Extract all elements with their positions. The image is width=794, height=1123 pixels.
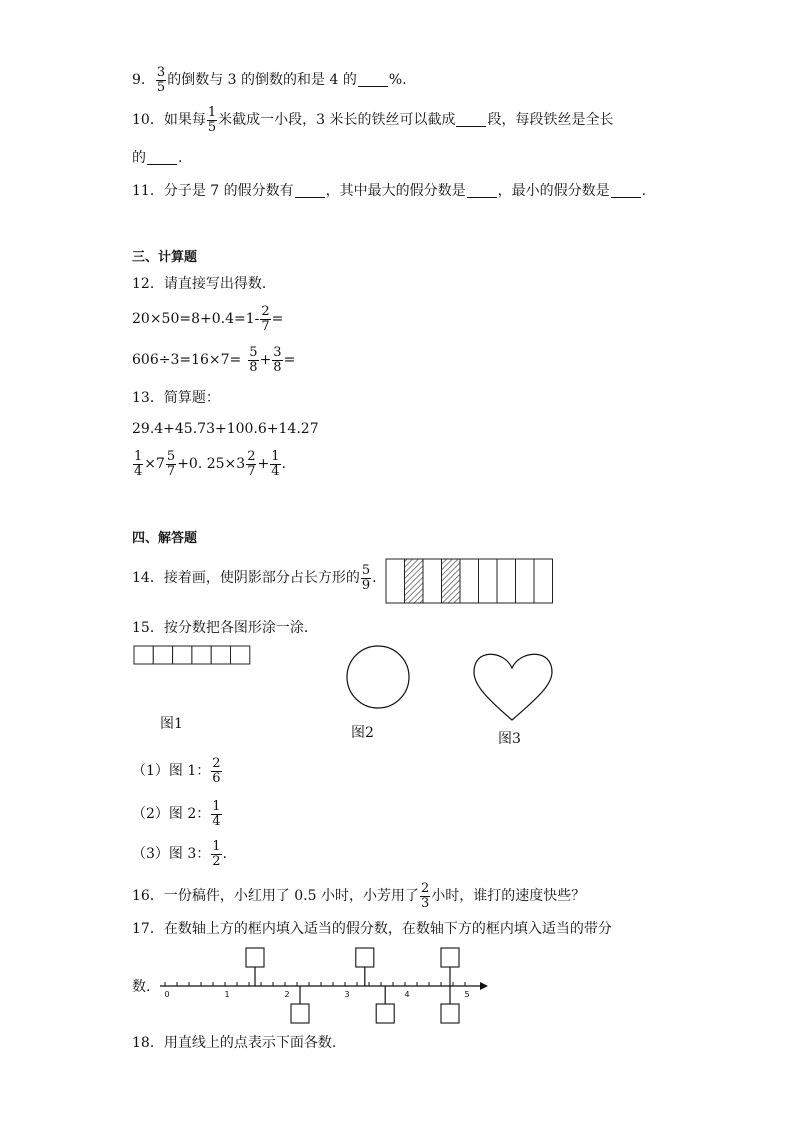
fraction xyxy=(211,800,221,828)
numerator: 2 xyxy=(212,756,221,771)
answer-blank[interactable] xyxy=(467,185,497,198)
q11-text-2: ，其中最大的假分数是 xyxy=(325,183,466,199)
q13-line-1: 29.4+45.73+100.6+14.27 xyxy=(132,421,319,437)
q13-title: 13．简算题： xyxy=(132,390,220,406)
empty-cell[interactable] xyxy=(386,559,405,603)
q10-text-start: 10．如果每 xyxy=(132,112,206,129)
tick-label: 1 xyxy=(224,990,230,999)
q18-text: 18．用直线上的点表示下面各数． xyxy=(132,1035,346,1051)
number-line xyxy=(155,945,495,1027)
denominator: 9 xyxy=(361,577,371,593)
answer-box-above[interactable] xyxy=(246,948,264,967)
fraction xyxy=(211,757,221,785)
figure-3-caption: 图3 xyxy=(498,731,521,747)
q12-title: 12．请直接写出得数． xyxy=(132,276,276,292)
period: . xyxy=(222,846,227,863)
expr-part: . xyxy=(281,456,286,473)
expr-part: ×7 xyxy=(144,456,165,473)
calc-item: 20×50= xyxy=(132,311,192,328)
answer-box-above[interactable] xyxy=(356,948,374,967)
denominator: 7 xyxy=(261,318,270,334)
q16-text-end: 小时，谁打的速度快些？ xyxy=(431,888,586,905)
numerator: 5 xyxy=(361,563,371,578)
figure-1-strip[interactable] xyxy=(133,645,253,667)
fraction xyxy=(272,346,282,374)
question-10 xyxy=(132,106,613,134)
denominator: 6 xyxy=(212,770,221,786)
denominator: 2 xyxy=(212,853,221,869)
fraction xyxy=(211,840,221,868)
shaded-cell[interactable] xyxy=(405,559,424,603)
q11-text-1: 11．分子是 7 的假分数有 xyxy=(132,183,294,199)
empty-cell[interactable] xyxy=(460,559,479,603)
denominator: 5 xyxy=(207,119,217,135)
calc-item: 606÷3= xyxy=(132,352,192,369)
tick-label: 2 xyxy=(284,990,290,999)
denominator: 4 xyxy=(271,463,280,479)
plus-sign: + xyxy=(259,352,272,369)
q17-text: 17．在数轴上方的框内填入适当的假分数，在数轴下方的框内填入适当的带分 xyxy=(132,921,612,937)
axis-arrow-icon xyxy=(480,982,488,990)
expr-part: + xyxy=(257,456,270,473)
strip-cell[interactable] xyxy=(134,646,153,664)
empty-cell[interactable] xyxy=(516,559,535,603)
fraction xyxy=(248,346,258,374)
q10-text-2: 段，每段铁丝是全长 xyxy=(487,112,614,129)
numerator: 3 xyxy=(273,345,282,360)
empty-cell[interactable] xyxy=(423,559,442,603)
figure-3-heart[interactable] xyxy=(470,648,558,724)
calc-item: 1- xyxy=(245,311,260,328)
answer-blank[interactable] xyxy=(358,74,388,87)
question-14 xyxy=(132,564,377,592)
question-16 xyxy=(132,882,585,910)
answer-box-below[interactable] xyxy=(376,1004,394,1023)
denominator: 3 xyxy=(420,895,430,911)
section-4-heading: 四、解答题 xyxy=(132,531,198,546)
fraction xyxy=(420,882,430,910)
q9-number: 9． xyxy=(132,72,155,89)
denominator: 4 xyxy=(212,813,221,829)
answer-blank[interactable] xyxy=(611,185,641,198)
numerator: 1 xyxy=(212,799,221,814)
q13-line-2 xyxy=(132,450,286,478)
q12-row-2 xyxy=(132,346,295,374)
fraction xyxy=(246,450,256,478)
q15-part-3 xyxy=(132,840,227,868)
numerator: 1 xyxy=(271,449,280,464)
strip-cell[interactable] xyxy=(153,646,172,664)
section-3-heading: 三、计算题 xyxy=(132,250,198,265)
numerator: 2 xyxy=(420,881,430,896)
tick-label: 0 xyxy=(164,990,170,999)
q10-text: 米截成一小段，3 米长的铁丝可以截成 xyxy=(218,112,456,129)
q15-title: 15．按分数把各图形涂一涂． xyxy=(132,620,318,636)
denominator: 4 xyxy=(134,463,143,479)
empty-cell[interactable] xyxy=(479,559,498,603)
equals-sign: = xyxy=(283,352,296,369)
empty-cell[interactable] xyxy=(534,559,553,603)
tick-label: 4 xyxy=(404,990,410,999)
fraction xyxy=(270,450,280,478)
q16-text: 16．一份稿件，小红用了 0.5 小时，小芳用了 xyxy=(132,888,419,905)
numerator: 5 xyxy=(166,449,176,464)
question-10-cont xyxy=(132,151,182,165)
empty-cell[interactable] xyxy=(497,559,516,603)
fraction xyxy=(166,450,176,478)
q15-part-1 xyxy=(132,757,223,785)
numerator: 1 xyxy=(207,105,217,120)
answer-blank[interactable] xyxy=(295,185,325,198)
denominator: 8 xyxy=(249,359,258,375)
answer-box-below[interactable] xyxy=(441,1004,459,1023)
fraction xyxy=(361,564,371,592)
question-11 xyxy=(132,184,646,198)
numerator: 3 xyxy=(156,65,166,80)
part-label: （3）图 3： xyxy=(132,846,211,863)
q9-fraction xyxy=(156,66,166,94)
part-label: （1）图 1： xyxy=(132,763,211,780)
q11-text-3: ，最小的假分数是 xyxy=(497,183,610,199)
denominator: 5 xyxy=(156,79,166,95)
q12-row-1 xyxy=(132,305,283,333)
q10-text-3: 的 xyxy=(132,150,146,166)
strip-cell[interactable] xyxy=(231,646,250,664)
q9-text: 的倒数与 3 的倒数的和是 4 的 xyxy=(167,72,357,89)
tick-label: 5 xyxy=(464,990,470,999)
denominator: 7 xyxy=(166,463,176,479)
figure-1-caption: 图1 xyxy=(160,716,183,732)
numerator: 5 xyxy=(249,345,258,360)
calc-item: 16×7= xyxy=(191,352,242,369)
q14-text-end: . xyxy=(372,570,377,587)
question-9 xyxy=(132,66,407,94)
strip-cell[interactable] xyxy=(173,646,192,664)
expr-part: +0. 25×3 xyxy=(177,456,246,473)
equals-sign: = xyxy=(271,311,284,328)
q17-text-cont: 数. xyxy=(132,979,151,995)
q10-text-4: . xyxy=(178,150,183,166)
numerator: 1 xyxy=(212,839,221,854)
figure-2-caption: 图2 xyxy=(351,725,374,741)
q11-text-4: . xyxy=(641,183,647,199)
q14-rectangle[interactable] xyxy=(385,558,555,604)
numerator: 2 xyxy=(261,304,270,319)
answer-blank[interactable] xyxy=(147,152,177,165)
figure-2-circle[interactable] xyxy=(344,645,414,715)
q14-text: 14．接着画，使阴影部分占长方形的 xyxy=(132,570,360,587)
numerator: 1 xyxy=(134,449,143,464)
answer-box-above[interactable] xyxy=(441,948,459,967)
calc-item: 8+0.4= xyxy=(191,311,246,328)
part-label: （2）图 2： xyxy=(132,806,211,823)
strip-cell[interactable] xyxy=(192,646,211,664)
tick-label: 3 xyxy=(344,990,350,999)
q10-fraction xyxy=(207,106,217,134)
strip-cell[interactable] xyxy=(211,646,230,664)
answer-box-below[interactable] xyxy=(291,1004,309,1023)
answer-blank[interactable] xyxy=(456,114,486,127)
numerator: 2 xyxy=(247,449,256,464)
fraction xyxy=(260,305,270,333)
denominator: 7 xyxy=(247,463,256,479)
denominator: 8 xyxy=(273,359,282,375)
fraction xyxy=(133,450,143,478)
q15-part-2 xyxy=(132,800,223,828)
q9-text-end: %. xyxy=(388,72,407,89)
shaded-cell[interactable] xyxy=(442,559,461,603)
